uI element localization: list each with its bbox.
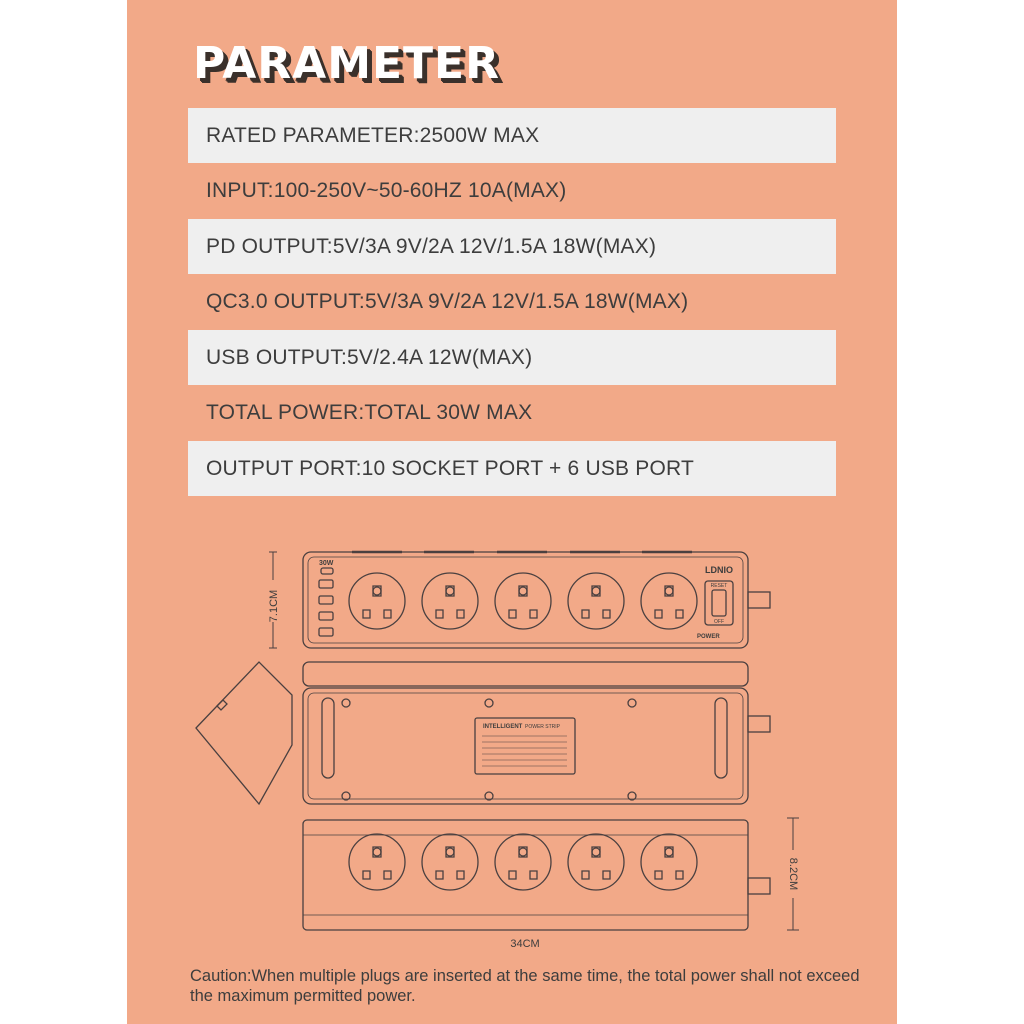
usb-badge: 30W <box>319 560 334 567</box>
socket-icon <box>641 834 697 890</box>
height-label: 7.1CM <box>268 589 280 623</box>
brand-logo: LDNIO <box>705 565 733 575</box>
socket-icon <box>422 573 478 629</box>
socket-icon <box>495 573 551 629</box>
caution-note: Caution:When multiple plugs are inserted at the same time, the total power shall not exceed the maximum permitted power. <box>190 967 860 1005</box>
depth-label: 8.2CM <box>787 857 799 891</box>
param-rated: RATED PARAMETER:2500W MAX <box>188 108 836 163</box>
socket-icon <box>349 573 405 629</box>
usb-port-icon <box>319 596 333 604</box>
power-strip-diagram <box>127 540 897 950</box>
usb-port-icon <box>319 580 333 588</box>
param-qc-output: QC3.0 OUTPUT:5V/3A 9V/2A 12V/1.5A 18W(MAX) <box>206 289 689 313</box>
param-output-port: OUTPUT PORT:10 SOCKET PORT + 6 USB PORT <box>188 441 836 496</box>
usb-port-icon <box>319 612 333 620</box>
side-view <box>196 662 292 804</box>
param-pd-output: PD OUTPUT:5V/3A 9V/2A 12V/1.5A 18W(MAX) <box>188 219 836 274</box>
parameter-panel <box>127 0 897 1024</box>
width-label: 34CM <box>510 938 540 950</box>
label-subtitle: POWER STRIP <box>525 724 561 730</box>
off-label: OFF <box>714 619 724 625</box>
socket-icon <box>641 573 697 629</box>
param-input: INPUT:100-250V~50-60HZ 10A(MAX) <box>206 178 567 202</box>
front-view <box>303 820 770 930</box>
socket-icon <box>349 834 405 890</box>
label-title: INTELLIGENT <box>483 724 523 730</box>
socket-icon <box>495 834 551 890</box>
socket-icon <box>568 834 624 890</box>
reset-label: RESET <box>710 583 728 589</box>
usb-c-port-icon <box>321 568 333 574</box>
socket-icon <box>422 834 478 890</box>
socket-icon <box>568 573 624 629</box>
param-usb-output: USB OUTPUT:5V/2.4A 12W(MAX) <box>188 330 836 385</box>
power-label: POWER <box>697 634 720 640</box>
usb-port-icon <box>319 628 333 636</box>
switch-toggle <box>712 590 726 616</box>
bottom-view <box>303 662 770 804</box>
page-title: PARAMETER <box>193 38 500 89</box>
param-total-power: TOTAL POWER:TOTAL 30W MAX <box>206 400 533 424</box>
